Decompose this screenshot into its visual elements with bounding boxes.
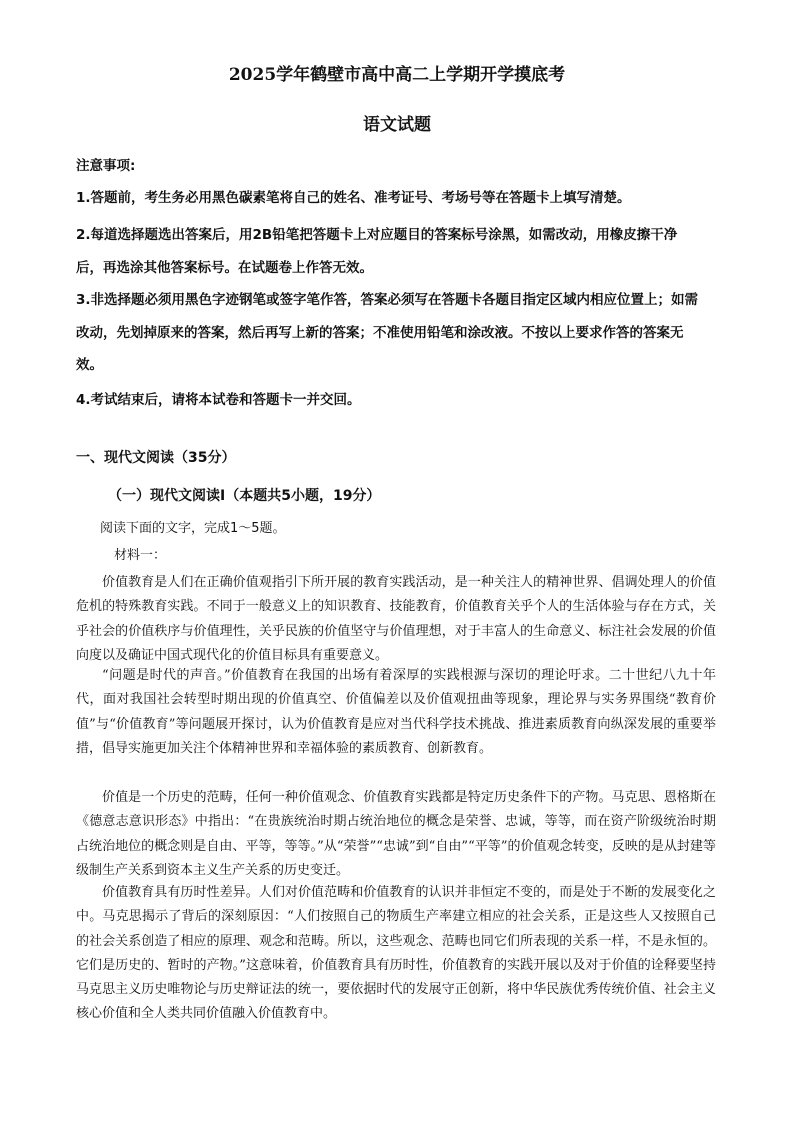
paragraph-1: 价值教育是人们在正确价值观指引下所开展的教育实践活动，是一种关注人的精神世界、倡调处理人的价值危机的特殊教育实践。不同于一般意义上的知识教育、技能教育，价值教育关乎个人的生活体验与存在方式，关乎社会的价值秩序与价值理性，关乎民族的价值坚守与价值理想，对于丰富人的生命意义、标注社会发展的价值向度以及确证中国式现代化的价值目标具有重要意义。	[76, 575, 716, 663]
paragraph-4: 价值教育具有历时性差异。人们对价值范畴和价值教育的认识并非恒定不变的，而是处于不断的发展变化之中。马克思揭示了背后的深刻原因：“人们按照自己的物质生产率建立相应的社会关系，正是这些人又按照自己的社会关系创造了相应的原理、观念和范畴。所以，这些观念、范畴也同它们所表现的关系一样，不是永恒的。它们是历史的、暂时的产物。”这意味着，价值教育具有历时性，价值教育的实践开展以及对于价值的诠释要坚持马克思主义历史唯物论与历史辩证法的统一，要依据时代的发展守正创新，将中华民族优秀传统价值、社会主义核心价值和全人类共同价值融入价值教育中。	[76, 885, 716, 1022]
notice-item-3-line-1: 3.非选择题必须用黑色字迹钢笔或签字笔作答，答案必须写在答题卡各题目指定区域内相应位置上；如需	[76, 292, 699, 308]
notice-item-1: 1.答题前，考生务必用黑色碳素笔将自己的姓名、准考证号、考场号等在答题卡上填写清楚。	[76, 190, 631, 206]
notice-item-4: 4.考试结束后，请将本试卷和答题卡一并交回。	[76, 392, 361, 408]
notice-heading: 注意事项:	[76, 158, 136, 174]
section-heading: 一、现代文阅读（35分）	[76, 450, 236, 466]
notice-item-2-line-2: 后，再选涂其他答案标号。在试题卷上作答无效。	[76, 260, 373, 276]
paragraph-3: 价值是一个历史的范畴，任何一种价值观念、价值教育实践都是特定历史条件下的产物。马克思、恩格斯在《德意志意识形态》中指出：“在贵族统治时期占统治地位的概念是荣誉、忠诚，等等，而在资产阶级统治时期占统治地位的概念则是自由、平等，等等。”从“荣誉”“忠诚”到“自由”“平等”的价值观念转变，反映的是从封建等级制生产关系到资本主义生产关系的历史变迁。	[76, 790, 716, 878]
notice-item-3-line-3: 效。	[76, 357, 103, 373]
exam-subtitle: 语文试题	[363, 115, 431, 135]
paragraph-2: “问题是时代的声音。”价值教育在我国的出场有着深厚的实践根源与深切的理论吁求。二十世纪八九十年代，面对我国社会转型时期出现的价值真空、价值偏差以及价值观扭曲等现象，理论界与实务界围绕“教育价值”与“价值教育”等问题展开探讨，认为价值教育是应对当代科学技术挑战、推进素质教育向纵深发展的重要举措，倡导实施更加关注个体精神世界和幸福体验的素质教育、创新教育。	[76, 668, 716, 756]
material-label: 材料一：	[114, 548, 167, 563]
notice-item-3-line-2: 改动，先划掉原来的答案，然后再写上新的答案；不准使用铅笔和涂改液。不按以上要求作答的答案无	[76, 325, 684, 341]
notice-item-2-line-1: 2.每道选择题选出答案后，用2B铅笔把答题卡上对应题目的答案标号涂黑，如需改动，用橡皮擦干净	[76, 227, 678, 243]
subsection-heading: （一）现代文阅读Ⅰ（本题共5小题，19分）	[108, 488, 381, 504]
reading-instruction: 阅读下面的文字，完成1～5题。	[100, 521, 286, 536]
exam-title: 2025学年鹤壁市高中高二上学期开学摸底考	[228, 65, 566, 85]
